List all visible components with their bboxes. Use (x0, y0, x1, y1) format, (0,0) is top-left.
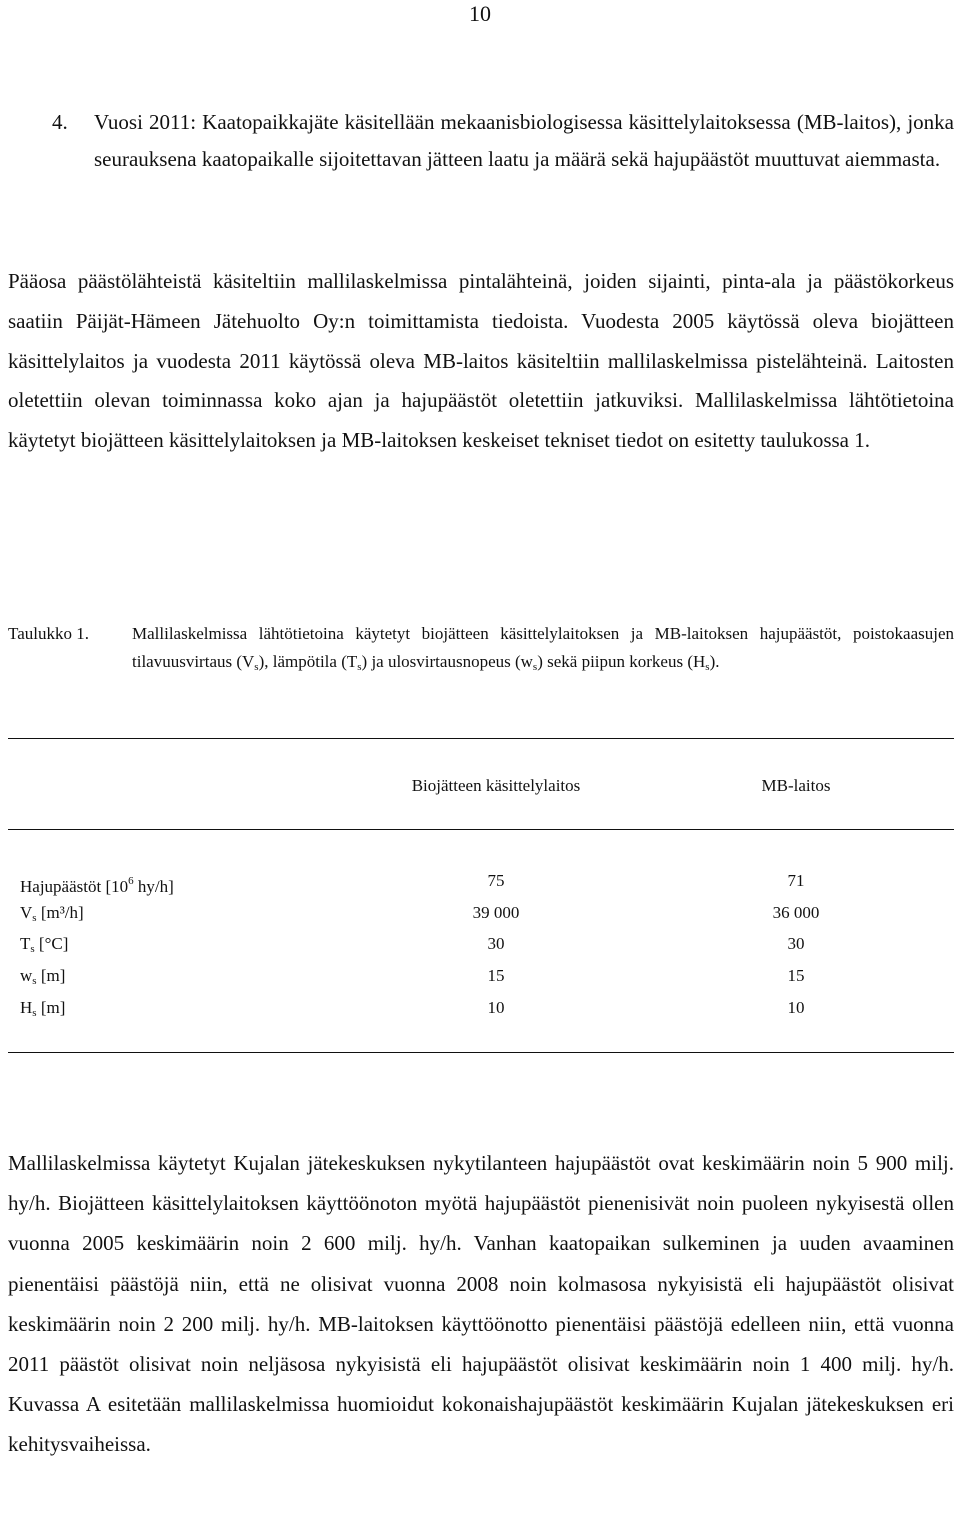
row-value-mb: 30 (787, 934, 805, 953)
row-value-biojate: 15 (487, 966, 505, 985)
table-caption (8, 620, 954, 681)
table-bottom-rule (8, 1052, 954, 1053)
table-row (0, 996, 960, 1020)
body-paragraph-2: Mallilaskelmissa käytetyt Kujalan jätekeskuksen nykytilanteen hajupäästöt ovat keskimäärin noin 5 900 milj. hy/h. Biojätteen käsittelylaitoksen käyttöönoton myötä hajupäästöt pienenisivät noin puoleen nykyisestä ollen vuonna 2005 keskimäärin noin 2 600 milj. hy/h. Vanhan kaatopaikan sulkeminen ja uuden avaaminen pienentäisi päästöjä niin, että ne olisivat vuonna 2008 noin kolmasosa nykyisistä eli hajupäästöt olisivat keskimäärin noin 2 200 milj. hy/h. MB-laitoksen käyttöönotto pienentäisi päästöjä edelleen niin, että vuonna 2011 päästöt olisivat noin neljäsosa nykyisistä eli hajupäästöt olisivat keskimäärin noin 1 400 milj. hy/h. Kuvassa A esitetään mallilaskelmissa huomioidut kokonaishajupäästöt keskimäärin Kujalan jätekeskuksen eri kehitysvaiheissa. (8, 1151, 954, 1457)
table-caption-label: Taulukko 1. (8, 624, 89, 643)
row-label: $w_s$ [m] (20, 966, 66, 987)
row-value-biojate: 10 (487, 998, 505, 1017)
table-caption-text: Mallilaskelmissa lähtötietoina käytetyt biojätteen käsittelylaitoksen ja MB-laitoksen hajupäästöt, poistokaasujen tilavuusvirtaus $(V_s)$, lämpötila $(T_s)$ ja ulosvirtausnopeus $(w_s)$ sekä piipun korkeus $(H_s)$. (132, 624, 954, 673)
row-value-biojate: 75 (487, 871, 505, 890)
body-paragraph-1: Pääosa päästölähteistä käsiteltiin mallilaskelmissa pintalähteinä, joiden sijainti, pinta-ala ja päästökorkeus saatiin Päijät-Hämeen Jätehuolto Oy:n toimittamista tiedoista. Vuodesta 2005 käytössä oleva biojätteen käsittelylaitos ja vuodesta 2011 käytössä oleva MB-laitos käsiteltiin mallilaskelmissa pistelähteinä. Laitosten oletettiin olevan toiminnassa koko ajan ja hajupäästöt oletettiin jatkuviksi. Mallilaskelmissa lähtötietoina käytetyt biojätteen käsittelylaitoksen ja MB-laitoksen keskeiset tekniset tiedot on esitetty taulukossa 1. (8, 269, 954, 453)
row-value-biojate: 30 (487, 934, 505, 953)
row-value-biojate: 39 000 (472, 903, 520, 922)
row-label: $V_s$ [m³/h] (20, 903, 84, 924)
row-label: $T_s$ [°C] (20, 934, 69, 955)
row-value-mb: 15 (787, 966, 805, 985)
table-row (0, 901, 960, 925)
page-number: 10 (469, 1, 491, 26)
row-value-mb: 10 (787, 998, 805, 1017)
list-item-number: 4. (52, 110, 68, 134)
row-value-mb: 71 (787, 871, 805, 890)
row-value-mb: 36 000 (772, 903, 820, 922)
list-item-text: Vuosi 2011: Kaatopaikkajäte käsitellään mekaanisbiologisessa käsittelylaitoksessa (MB-laitos), jonka seurauksena kaatopaikalle sijoitettavan jätteen laatu ja määrä sekä hajupäästöt muuttuvat aiemmasta. (94, 110, 954, 171)
row-label: Hajupäästöt [$10^6$ hy/h] (20, 875, 174, 896)
table-header-mb-laitos: MB-laitos (761, 776, 831, 795)
table-header-biojate: Biojätteen käsittelylaitos (411, 776, 581, 795)
table-row (0, 932, 960, 956)
row-label: $H_s$ [m] (20, 998, 66, 1019)
numbered-list-item (52, 104, 954, 178)
table-header-rule (8, 829, 954, 830)
table-top-rule (8, 738, 954, 739)
table-row (0, 869, 960, 896)
table-row (0, 964, 960, 988)
